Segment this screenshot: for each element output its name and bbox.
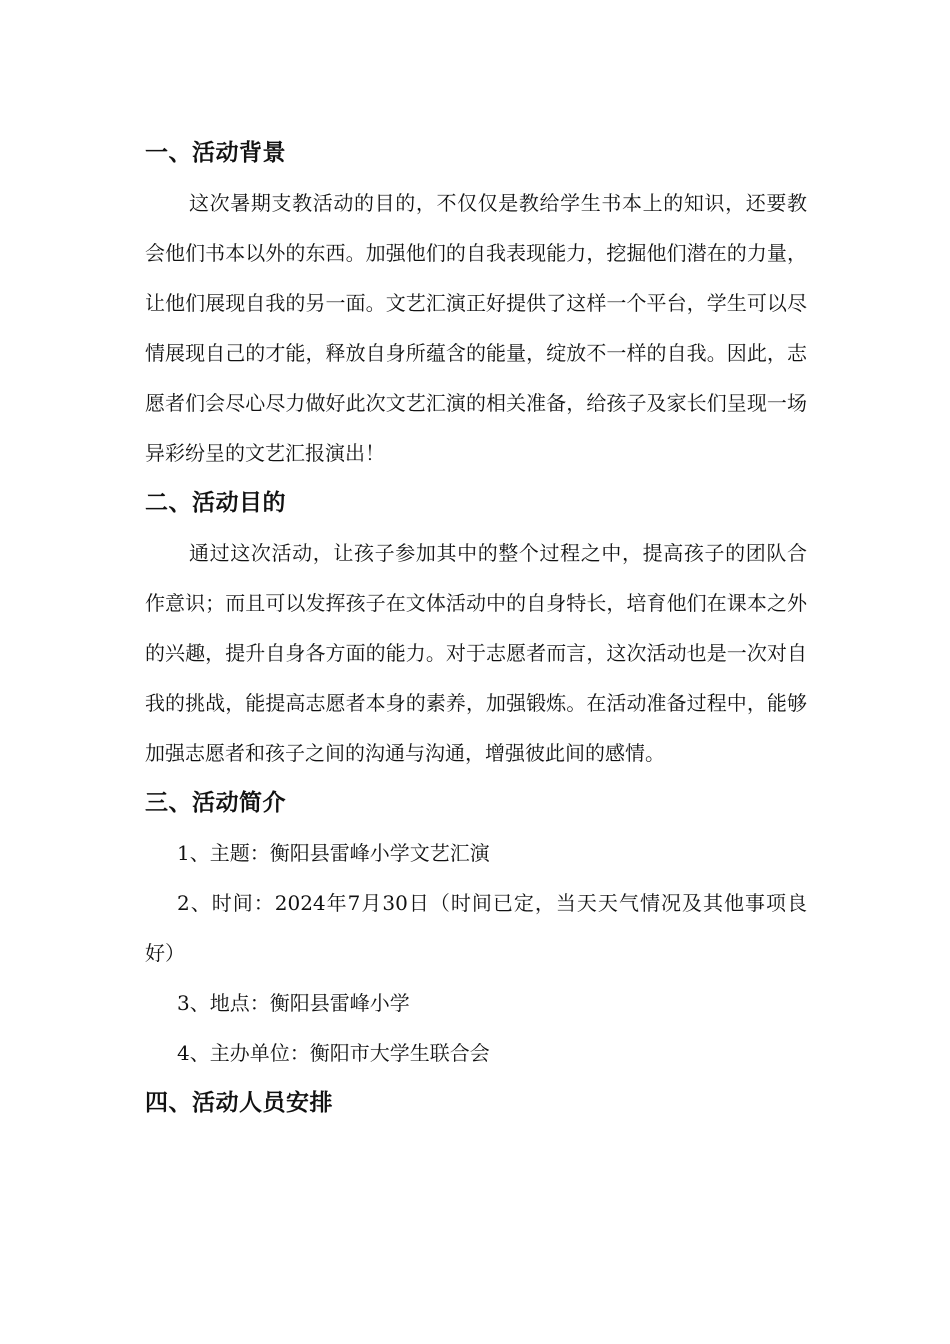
section-heading: 二、活动目的 [145,490,286,516]
section-staffing [145,1078,807,1128]
section-purpose [145,478,807,778]
document-page [145,128,807,1128]
section-paragraph: 这次暑期支教活动的目的，不仅仅是教给学生书本上的知识，还要教会他们书本以外的东西。加强他们的自我表现能力，挖掘他们潜在的力量，让他们展现自我的另一面。文艺汇演正好提供了这样一个平台，学生可以尽情展现自己的才能，释放自身所蕴含的能量，绽放不一样的自我。因此，志愿者们会尽心尽力做好此次文艺汇演的相关准备，给孩子及家长们呈现一场异彩纷呈的文艺汇报演出！ [145,191,807,465]
list-item-theme: 1、主题：衡阳县雷峰小学文艺汇演 [177,841,490,865]
list-item-organizer: 4、主办单位：衡阳市大学生联合会 [177,1041,490,1065]
section-heading: 三、活动简介 [145,790,286,816]
section-background [145,128,807,478]
section-paragraph: 通过这次活动，让孩子参加其中的整个过程之中，提高孩子的团队合作意识；而且可以发挥孩子在文体活动中的自身特长，培育他们在课本之外的兴趣，提升自身各方面的能力。对于志愿者而言，这次活动也是一次对自我的挑战，能提高志愿者本身的素养，加强锻炼。在活动准备过程中，能够加强志愿者和孩子之间的沟通与沟通，增强彼此间的感情。 [145,541,807,765]
list-item-time: 2、时间：2024年7月30日（时间已定，当天天气情况及其他事项良好） [145,891,807,965]
list-item-location: 3、地点：衡阳县雷峰小学 [177,991,410,1015]
section-overview [145,778,807,1078]
section-heading: 一、活动背景 [145,140,286,166]
section-heading: 四、活动人员安排 [145,1090,333,1116]
